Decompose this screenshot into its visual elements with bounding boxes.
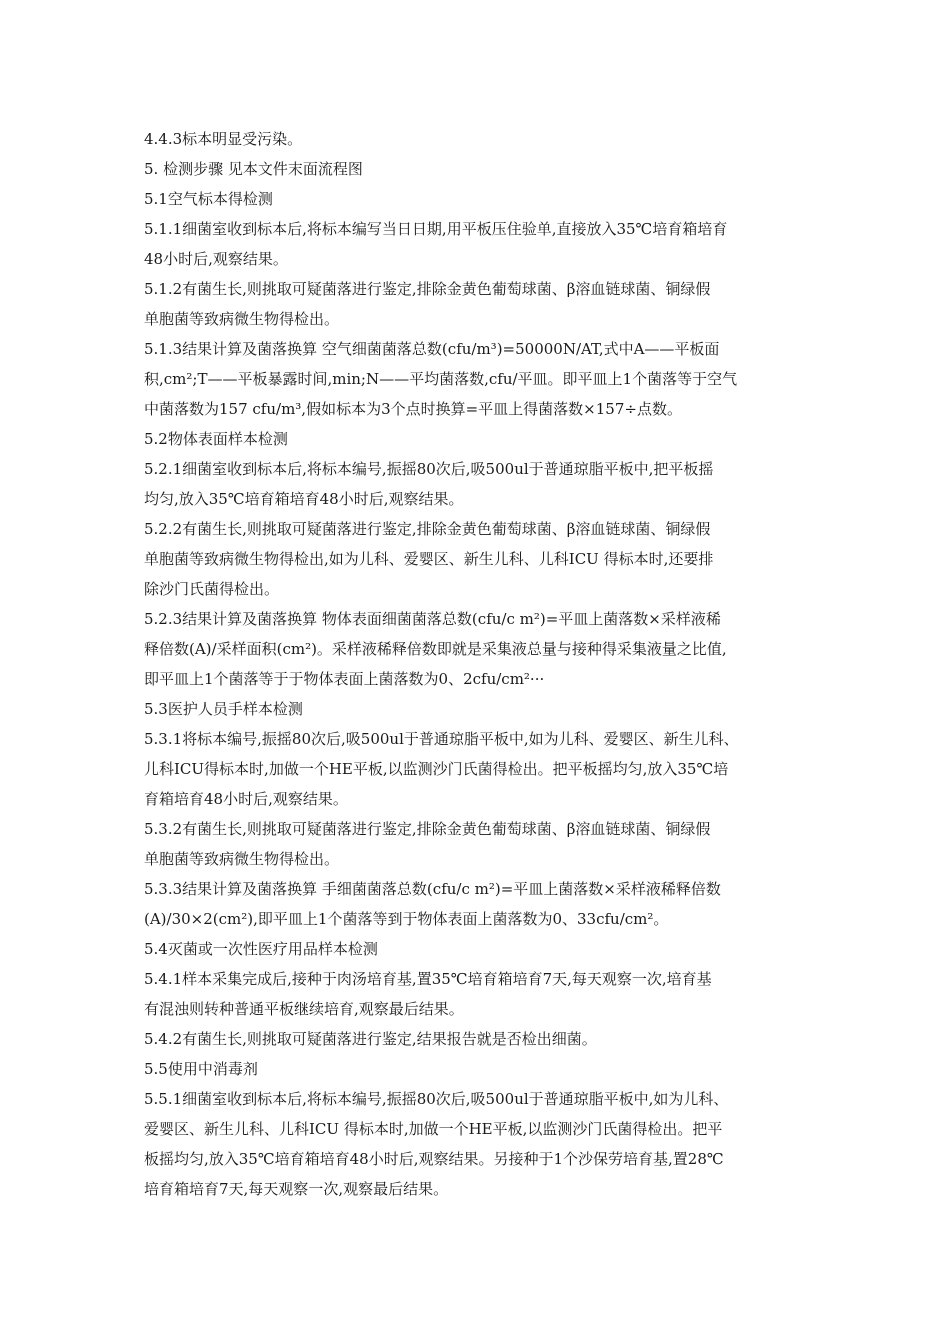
text-line: 爱婴区、新生儿科、儿科ICU 得标本时,加做一个HE平板,以监测沙门氏菌得检出。把平 [144, 1120, 723, 1138]
text-line: 单胞菌等致病微生物得检出。 [144, 850, 340, 868]
text-line: 5.1.3结果计算及菌落换算 空气细菌菌落总数(cfu/m³)=50000N/AT,式中A——平板面 [144, 340, 720, 358]
text-line: 单胞菌等致病微生物得检出。 [144, 310, 340, 328]
text-line: 5.2.3结果计算及菌落换算 物体表面细菌菌落总数(cfu/c m²)=平皿上菌落数×采样液稀 [144, 610, 721, 628]
text-line: 5.1.1细菌室收到标本后,将标本编写当日日期,用平板压住验单,直接放入35℃培育箱培育 [144, 220, 728, 238]
text-line: 5.2.2有菌生长,则挑取可疑菌落进行鉴定,排除金黄色葡萄球菌、β溶血链球菌、铜绿假 [144, 520, 711, 538]
text-line: 5.3.1将标本编号,振摇80次后,吸500ul于普通琼脂平板中,如为儿科、爱婴区、新生儿科、 [144, 730, 739, 748]
text-line: 4.4.3标本明显受污染。 [144, 130, 303, 148]
text-line: 5.4.2有菌生长,则挑取可疑菌落进行鉴定,结果报告就是否检出细菌。 [144, 1030, 597, 1048]
section-heading: 5.4灭菌或一次性医疗用品样本检测 [144, 940, 378, 958]
section-heading: 5.2物体表面样本检测 [144, 430, 288, 448]
text-line: 单胞菌等致病微生物得检出,如为儿科、爱婴区、新生儿科、儿科ICU 得标本时,还要排 [144, 550, 714, 568]
text-line: 积,cm²;T——平板暴露时间,min;N——平均菌落数,cfu/平皿。即平皿上1个菌落等于空气 [144, 370, 738, 388]
text-line: 儿科ICU得标本时,加做一个HE平板,以监测沙门氏菌得检出。把平板摇均匀,放入35℃培 [144, 760, 729, 778]
text-line: 5.3.3结果计算及菌落换算 手细菌菌落总数(cfu/c m²)=平皿上菌落数×采样液稀释倍数 [144, 880, 721, 898]
text-line: 均匀,放入35℃培育箱培育48小时后,观察结果。 [144, 490, 464, 508]
text-line: 培育箱培育7天,每天观察一次,观察最后结果。 [144, 1180, 449, 1198]
text-line: 5.3.2有菌生长,则挑取可疑菌落进行鉴定,排除金黄色葡萄球菌、β溶血链球菌、铜绿假 [144, 820, 711, 838]
text-line: 5.5.1细菌室收到标本后,将标本编号,振摇80次后,吸500ul于普通琼脂平板中,如为儿科、 [144, 1090, 729, 1108]
text-line: 5.4.1样本采集完成后,接种于肉汤培育基,置35℃培育箱培育7天,每天观察一次,培育基 [144, 970, 712, 988]
text-line: 释倍数(A)/采样面积(cm²)。采样液稀释倍数即就是采集液总量与接种得采集液量之比值, [144, 640, 727, 658]
text-line: 48小时后,观察结果。 [144, 250, 288, 268]
text-line: 育箱培育48小时后,观察结果。 [144, 790, 348, 808]
text-line: 即平皿上1个菌落等于于物体表面上菌落数为0、2cfu/cm²··· [144, 670, 545, 688]
text-line: 5.2.1细菌室收到标本后,将标本编号,振摇80次后,吸500ul于普通琼脂平板中,把平板摇 [144, 460, 714, 478]
text-line: (A)/30×2(cm²),即平皿上1个菌落等到于物体表面上菌落数为0、33cfu/cm²。 [144, 910, 669, 928]
document-body [144, 124, 814, 1204]
text-line: 中菌落数为157 cfu/m³,假如标本为3个点时换算=平皿上得菌落数×157÷点数。 [144, 400, 682, 418]
section-heading: 5.5使用中消毒剂 [144, 1060, 258, 1078]
section-heading: 5. 检测步骤 见本文件末面流程图 [144, 160, 363, 178]
text-line: 板摇均匀,放入35℃培育箱培育48小时后,观察结果。另接种于1个沙保劳培育基,置28℃ [144, 1150, 724, 1168]
section-heading: 5.3医护人员手样本检测 [144, 700, 303, 718]
section-heading: 5.1空气标本得检测 [144, 190, 273, 208]
text-line: 除沙门氏菌得检出。 [144, 580, 280, 598]
text-line: 5.1.2有菌生长,则挑取可疑菌落进行鉴定,排除金黄色葡萄球菌、β溶血链球菌、铜绿假 [144, 280, 711, 298]
text-line: 有混浊则转种普通平板继续培育,观察最后结果。 [144, 1000, 464, 1018]
